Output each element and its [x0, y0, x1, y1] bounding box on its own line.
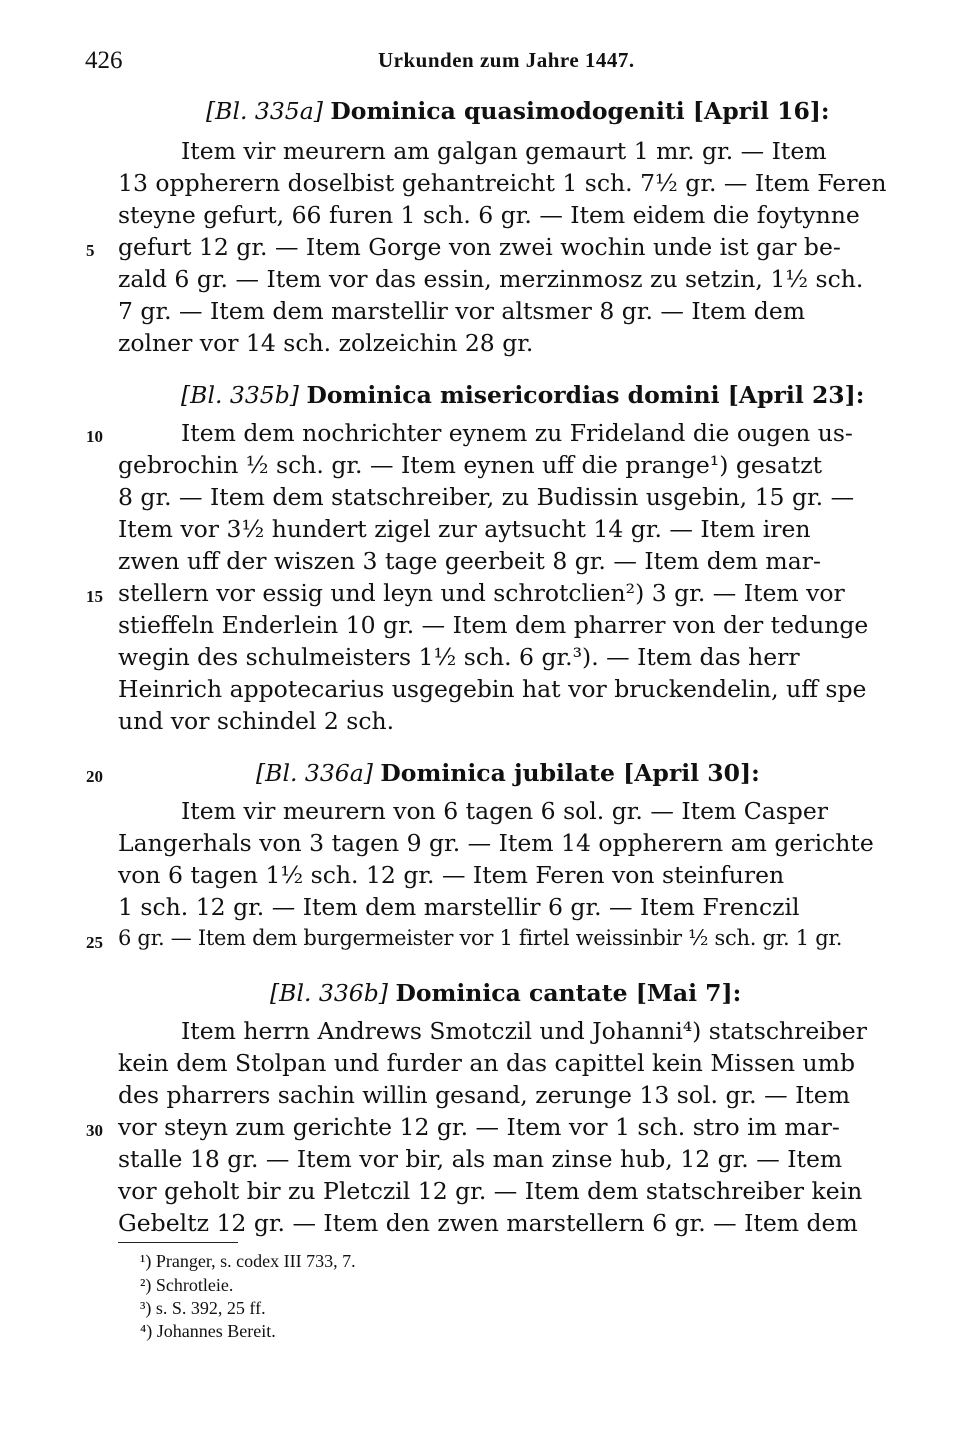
- section-heading: [256, 759, 760, 787]
- line-number: 30: [86, 1121, 103, 1140]
- line-number: 20: [86, 767, 103, 786]
- folio-reference: [Bl. 336b]: [270, 979, 396, 1007]
- footnote: ²) Schrotleie.: [140, 1275, 234, 1295]
- footnote-separator: [118, 1242, 238, 1243]
- section-heading: [206, 97, 830, 125]
- footnote: ³) s. S. 392, 25 ff.: [140, 1298, 266, 1318]
- line-number: 10: [86, 427, 103, 446]
- text-line: Item herrn Andrews Smotczil und Johanni⁴) statschreiber: [181, 1017, 867, 1045]
- folio-reference: [Bl. 335a]: [206, 97, 331, 125]
- text-line: 6 gr. — Item dem burgermeister vor 1 firtel weissinbir ½ sch. gr. 1 gr.: [118, 926, 843, 950]
- folio-reference: [Bl. 336a]: [256, 759, 381, 787]
- text-line: stellern vor essig und leyn und schrotclien²) 3 gr. — Item vor: [118, 579, 845, 607]
- text-line: Langerhals von 3 tagen 9 gr. — Item 14 oppherern am gerichte: [118, 829, 874, 857]
- text-line: von 6 tagen 1½ sch. 12 gr. — Item Feren von steinfuren: [118, 861, 785, 889]
- text-line: Gebeltz 12 gr. — Item den zwen marstellern 6 gr. — Item dem: [118, 1209, 858, 1237]
- text-line: gebrochin ½ sch. gr. — Item eynen uff die prange¹) gesatzt: [118, 451, 823, 479]
- text-line: des pharrers sachin willin gesand, zerunge 13 sol. gr. — Item: [118, 1081, 850, 1109]
- line-number: 25: [86, 933, 103, 952]
- section-title: Dominica quasimodogeniti [April 16]:: [330, 97, 830, 125]
- folio-reference: [Bl. 335b]: [181, 381, 307, 409]
- text-line: Heinrich appotecarius usgegebin hat vor bruckendelin, uff spe: [118, 675, 867, 703]
- text-line: gefurt 12 gr. — Item Gorge von zwei wochin unde ist gar be-: [118, 233, 841, 261]
- text-line: Item vir meurern am galgan gemaurt 1 mr. gr. — Item: [181, 137, 827, 165]
- text-line: kein dem Stolpan und furder an das capittel kein Missen umb: [118, 1049, 855, 1077]
- section-heading: [181, 381, 865, 409]
- line-number: 5: [86, 241, 95, 260]
- text-line: Item dem nochrichter eynem zu Frideland die ougen us-: [181, 419, 853, 447]
- text-line: stalle 18 gr. — Item vor bir, als man zinse hub, 12 gr. — Item: [118, 1145, 843, 1173]
- running-title: Urkunden zum Jahre 1447.: [378, 48, 635, 72]
- section-heading: [270, 979, 742, 1007]
- text-line: steyne gefurt, 66 furen 1 sch. 6 gr. — Item eidem die foytynne: [118, 201, 860, 229]
- text-line: wegin des schulmeisters 1½ sch. 6 gr.³). — Item das herr: [118, 643, 800, 671]
- text-line: Item vor 3½ hundert zigel zur aytsucht 14 gr. — Item iren: [118, 515, 811, 543]
- text-line: zolner vor 14 sch. zolzeichin 28 gr.: [118, 329, 534, 357]
- section-title: Dominica misericordias domini [April 23]:: [306, 381, 865, 409]
- text-line: stieffeln Enderlein 10 gr. — Item dem pharrer von der tedunge: [118, 611, 869, 639]
- text-line: Item vir meurern von 6 tagen 6 sol. gr. — Item Casper: [181, 797, 828, 825]
- page-number: 426: [85, 47, 123, 74]
- text-line: zwen uff der wiszen 3 tage geerbeit 8 gr. — Item dem mar-: [118, 547, 821, 575]
- text-line: vor geholt bir zu Pletczil 12 gr. — Item dem statschreiber kein: [118, 1177, 863, 1205]
- text-line: und vor schindel 2 sch.: [118, 707, 395, 735]
- footnote: ¹) Pranger, s. codex III 733, 7.: [140, 1251, 356, 1271]
- text-line: 7 gr. — Item dem marstellir vor altsmer 8 gr. — Item dem: [118, 297, 806, 325]
- text-line: zald 6 gr. — Item vor das essin, merzinmosz zu setzin, 1½ sch.: [118, 265, 864, 293]
- line-number: 15: [86, 587, 103, 606]
- footnote: ⁴) Johannes Bereit.: [140, 1321, 276, 1341]
- section-title: Dominica cantate [Mai 7]:: [395, 979, 742, 1007]
- text-line: 8 gr. — Item dem statschreiber, zu Budissin usgebin, 15 gr. —: [118, 483, 855, 511]
- text-line: 13 oppherern doselbist gehantreicht 1 sch. 7½ gr. — Item Feren: [118, 169, 887, 197]
- text-line: vor steyn zum gerichte 12 gr. — Item vor 1 sch. stro im mar-: [118, 1113, 840, 1141]
- text-line: 1 sch. 12 gr. — Item dem marstellir 6 gr. — Item Frenczil: [118, 893, 800, 921]
- section-title: Dominica jubilate [April 30]:: [380, 759, 760, 787]
